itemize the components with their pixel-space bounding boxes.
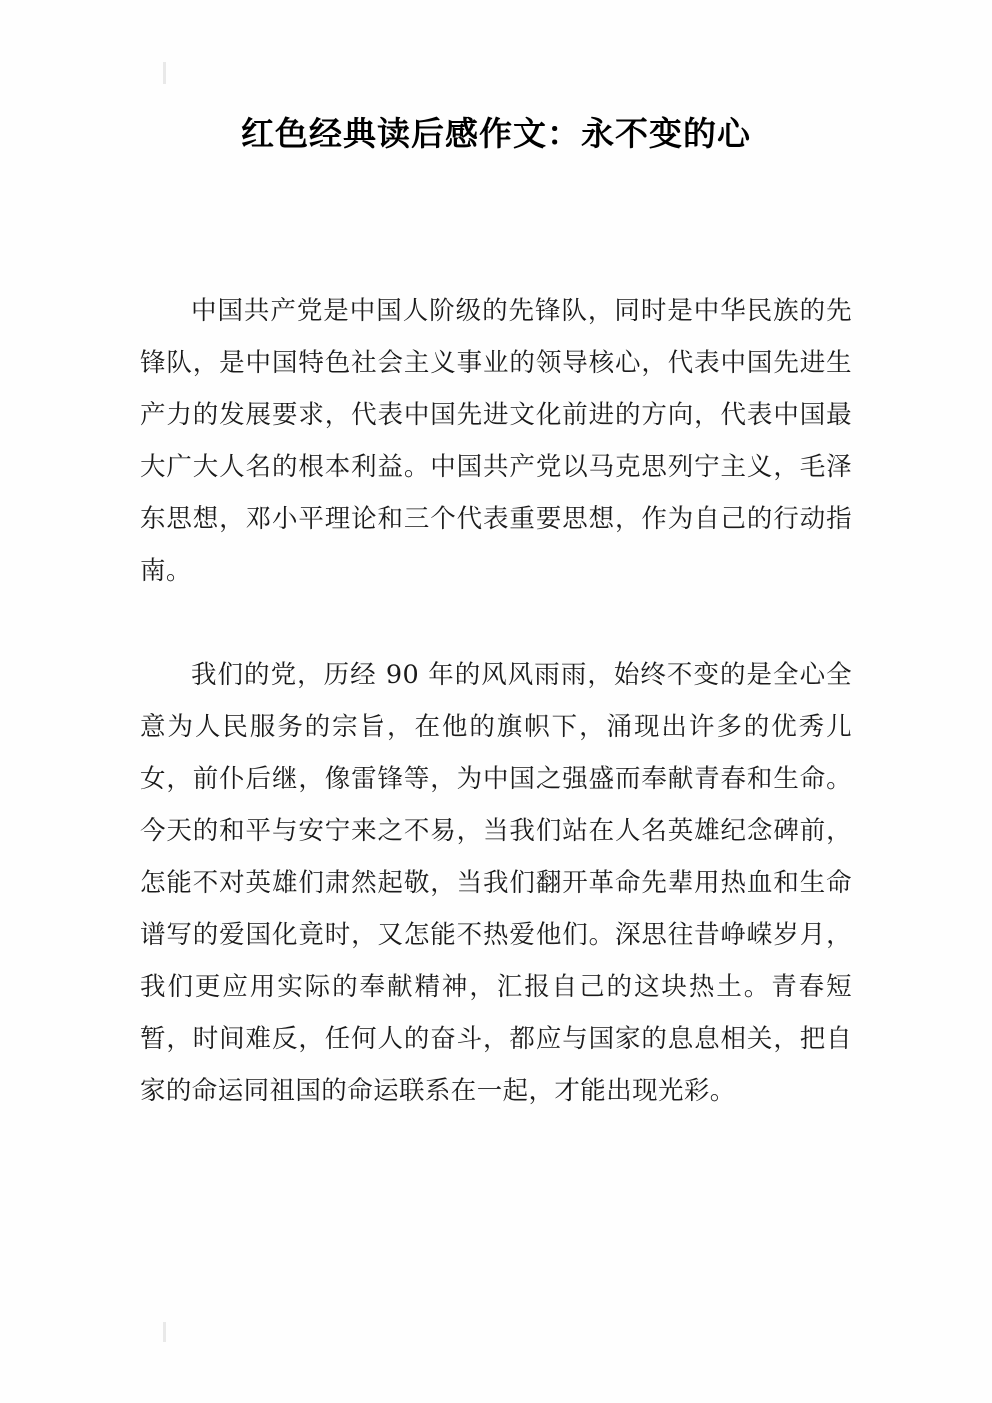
paragraph-2: 我们的党，历经 90 年的风风雨雨，始终不变的是全心全意为人民服务的宗旨，在他的旗帜下，涌现出许多的优秀儿女，前仆后继，像雷锋等，为中国之强盛而奉献青春和生命。今天的和平与安宁来之不易，当我们站在人名英雄纪念碑前，怎能不对英雄们肃然起敬，当我们翻开革命先辈用热血和生命谱写的爱国化竟时，又怎能不热爱他们。深思往昔峥嵘岁月，我们更应用实际的奉献精神，汇报自己的这块热土。青春短暂，时间难反，任何人的奋斗，都应与国家的息息相关，把自家的命运同祖国的命运联系在一起，才能出现光彩。 [140,659,852,1106]
page-title: 红色经典读后感作文：永不变的心 [241,114,751,153]
document-body [140,0,852,1117]
paragraph-1: 中国共产党是中国人阶级的先锋队，同时是中华民族的先锋队，是中国特色社会主义事业的领导核心，代表中国先进生产力的发展要求，代表中国先进文化前进的方向，代表中国最大广大人名的根本利益。中国共产党以马克思列宁主义，毛泽东思想，邓小平理论和三个代表重要思想，作为自己的行动指南。 [140,295,852,586]
page-margin-mark-bottom [163,1322,166,1342]
